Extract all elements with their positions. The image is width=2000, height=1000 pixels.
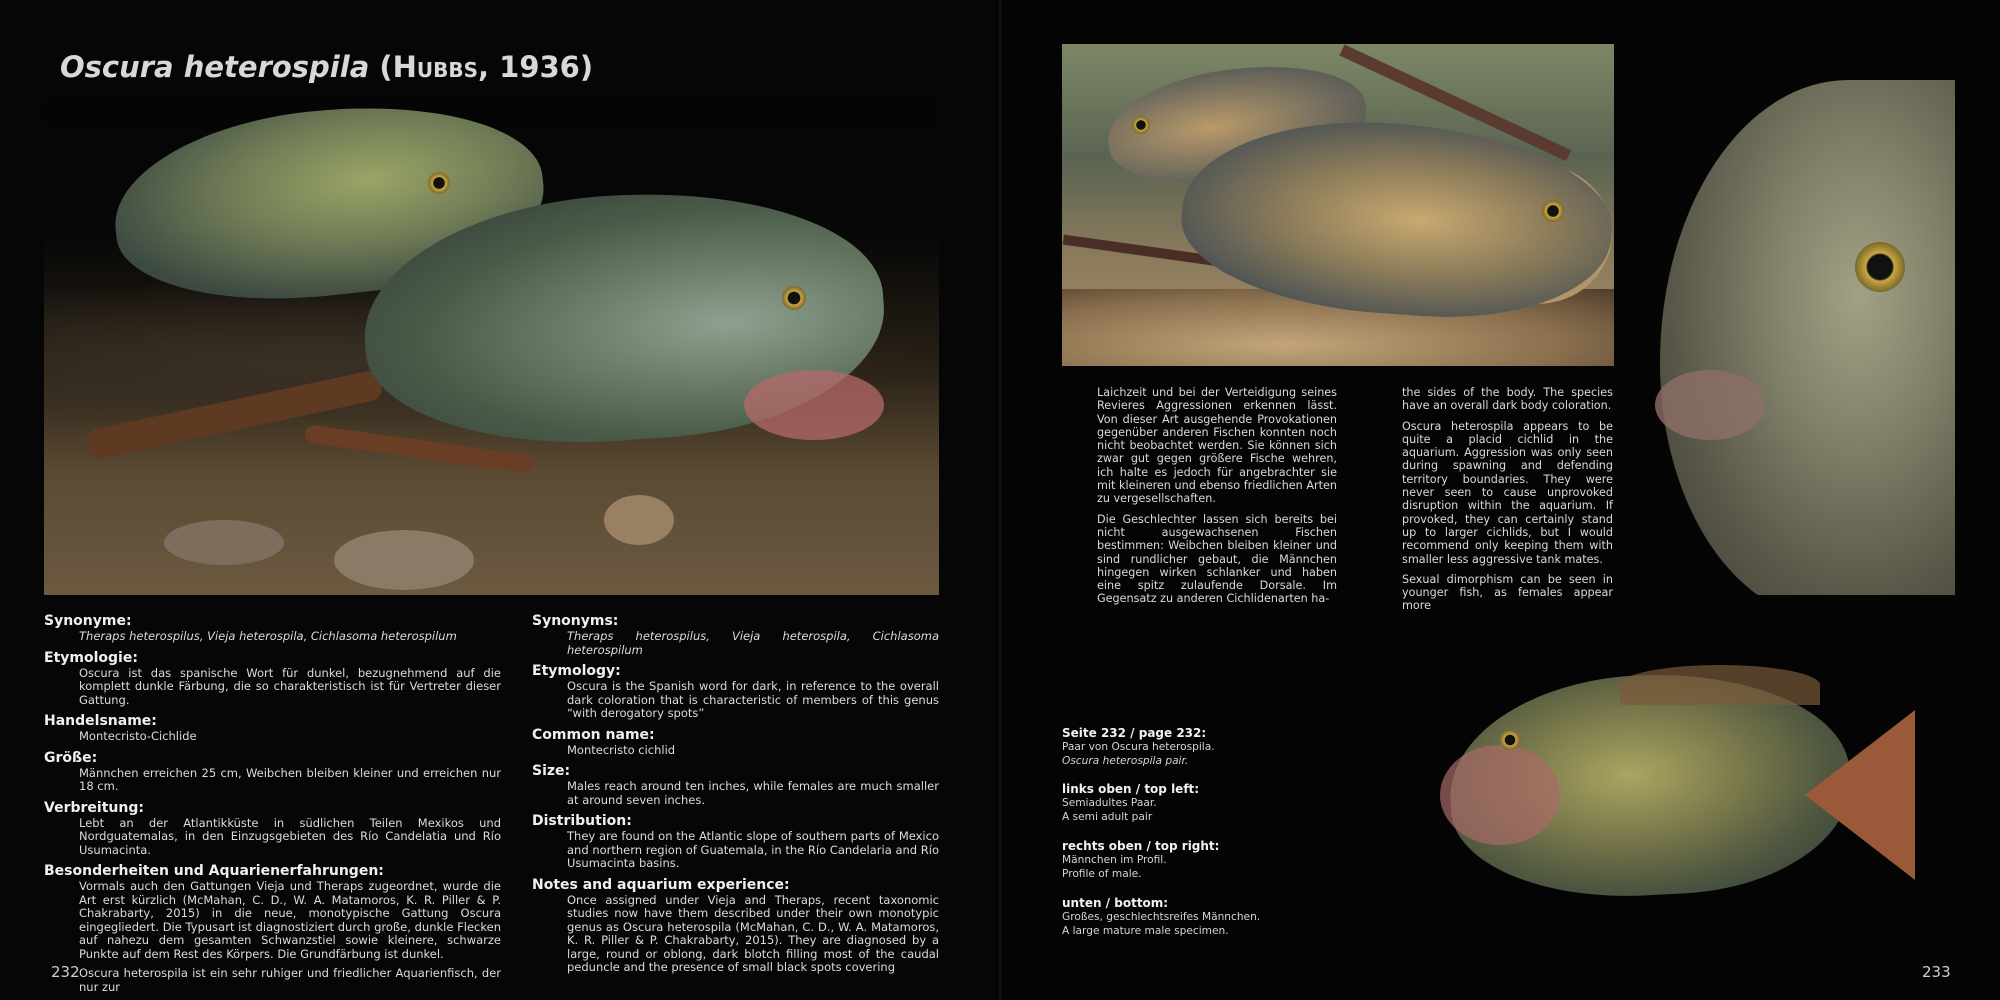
distribution-heading: Distribution: (532, 813, 632, 829)
species-author: Hubbs (392, 50, 479, 84)
besonderheiten-heading: Besonderheiten und Aquarienerfahrungen: (44, 863, 384, 879)
synonyms-text: Theraps heterospilus, Vieja heterospila, Cichlasoma heterospilum (567, 629, 939, 657)
english-body-para-1: the sides of the body. The species have an overall dark body coloration. (1402, 386, 1613, 413)
page-number-right: 233 (1922, 963, 1951, 981)
page-number-left: 232 (51, 963, 80, 981)
caption-top-right (1062, 839, 1219, 881)
caption-line: Großes, geschlechtsreifes Männchen. (1062, 911, 1261, 923)
caption-line: Semiadultes Paar. (1062, 797, 1157, 809)
etymologie-heading: Etymologie: (44, 649, 138, 666)
etymology-heading: Etymology: (532, 663, 621, 679)
synonyms-heading: Synonyms: (532, 613, 619, 629)
species-year: , 1936) (478, 50, 594, 84)
book-gutter (996, 0, 1004, 1000)
etymologie-text: Oscura ist das spanische Wort für dunkel, bezugnehmend auf die komplett dunkle Färbung, die so charakteristisch ist für Vertreter dieser Gattung. (79, 665, 501, 707)
common-name-heading: Common name: (532, 726, 655, 743)
size-heading: Size: (532, 763, 571, 779)
handelsname-heading: Handelsname: (44, 713, 157, 729)
photo-male-profile (1655, 80, 1955, 595)
distribution-text: They are found on the Atlantic slope of southern parts of Mexico and northern region of Guatemala, in the Río Candelaria and Río Usumacinta basins. (567, 829, 939, 870)
synonyme-heading: Synonyme: (44, 613, 132, 629)
synonyme-text: Theraps heterospilus, Vieja heterospila, Cichlasoma heterospilum (79, 629, 457, 643)
english-info-column (532, 613, 939, 975)
german-info-column (44, 613, 501, 994)
caption-line: Oscura heterospila pair. (1062, 755, 1189, 767)
besonderheiten-text-2: Oscura heterospila ist ein sehr ruhiger und friedlicher Aquarienfisch, der nur zur (79, 966, 501, 994)
german-body-para-1: Laichzeit und bei der Verteidigung seines Revieres Aggressionen erkennen lässt. Von dieser Art ausgehende Provokationen gegenüber anderen Fischen konnten noch nicht beobachtet werden. Sie können sich zwar gut gegen größere Fische wehren, ich halte es jedoch für angebrachter sie mit kleineren und ebenso friedlichen Arten zu vergesellschaften. (1097, 386, 1337, 506)
caption-heading: Seite 232 / page 232: (1062, 726, 1207, 740)
right-english-body (1402, 386, 1613, 620)
photo-semiadult-pair (1062, 44, 1614, 366)
right-german-body (1097, 386, 1337, 613)
caption-line: Männchen im Profil. (1062, 854, 1167, 866)
common-name-text: Montecristo cichlid (567, 742, 676, 757)
caption-line: Paar von Oscura heterospila. (1062, 741, 1215, 753)
handelsname-text: Montecristo-Cichlide (79, 729, 197, 743)
notes-heading: Notes and aquarium experience: (532, 876, 790, 893)
notes-text: Once assigned under Vieja and Theraps, recent taxonomic studies now have them described under their own monotypic genus as Oscura heterospila (McMahan, C. D., W. A. Matamoros, K. R. Piller & P. Chakrabarty, 2015). They are diagnosed by a large, round or oblong, dark blotch filling most of the caudal peduncle and the presence of small black spots covering (567, 892, 939, 974)
caption-line: A semi adult pair (1062, 811, 1153, 823)
caption-heading: rechts oben / top right: (1062, 839, 1220, 853)
caption-line: Profile of male. (1062, 868, 1142, 880)
species-name: Oscura heterospila (60, 50, 370, 84)
english-body-para-2: Oscura heterospila appears to be quite a placid cichlid in the aquarium. Aggression was only seen during spawning and defending territory boundaries. They were never seen to cause unprovoked disruption within the aquarium. If provoked, they can certainly stand up to larger cichlids, but I would recommend only keeping them with smaller less aggressive tank mates. (1402, 419, 1613, 566)
caption-line: A large mature male specimen. (1062, 925, 1229, 937)
caption-heading: links oben / top left: (1062, 782, 1200, 796)
caption-bottom (1062, 896, 1260, 938)
size-text: Males reach around ten inches, while females are much smaller at around seven inches. (567, 779, 939, 807)
etymology-text: Oscura is the Spanish word for dark, in reference to the overall dark coloration that is characteristic of members of this genus “with derogatory spots” (567, 679, 939, 720)
caption-page-232 (1062, 726, 1215, 768)
german-body-para-2: Die Geschlechter lassen sich bereits bei nicht ausgewachsenen Fischen bestimmen: Weibchen bleiben kleiner und sind rundlicher gebaut, die Männchen hingegen wirken schlanker und haben eine spitz zulaufende Dorsale. Im Gegensatz zu anderen Cichlidenarten ha- (1097, 512, 1337, 606)
photo-large-male (1440, 655, 1930, 915)
english-body-para-3: Sexual dimorphism can be seen in younger fish, as females appear more (1402, 572, 1613, 613)
verbreitung-heading: Verbreitung: (44, 799, 144, 816)
species-title: Oscura heterospila (Hubbs, 1936) (60, 50, 594, 84)
groesse-heading: Größe: (44, 749, 98, 766)
groesse-text: Männchen erreichen 25 cm, Weibchen bleiben kleiner und erreichen nur 18 cm. (79, 765, 501, 793)
photo-pair-main (44, 100, 939, 595)
besonderheiten-text: Vormals auch den Gattungen Vieja und Theraps zugeordnet, wurde die Art erst kürzlich (McMahan, C. D., W. A. Matamoros, K. R. Piller & P. Chakrabarty, 2015) in die neue, monotypische Gattung Oscura eingegliedert. Die Typusart ist diagnostiziert durch große, dunkle Flecken auf nahezu dem gesamten Schwanzstiel sowie kleinere, schwarze Punkte auf dem Rest des Körpers. Die Grundfärbung ist dunkel. (79, 879, 501, 961)
caption-top-left (1062, 782, 1199, 824)
verbreitung-text: Lebt an der Atlantikküste in südlichen Teilen Mexikos und Nordguatemalas, in den Einzugsgebieten des Río Candelatia und Río Usumacinta. (79, 815, 501, 857)
caption-heading: unten / bottom: (1062, 896, 1169, 910)
